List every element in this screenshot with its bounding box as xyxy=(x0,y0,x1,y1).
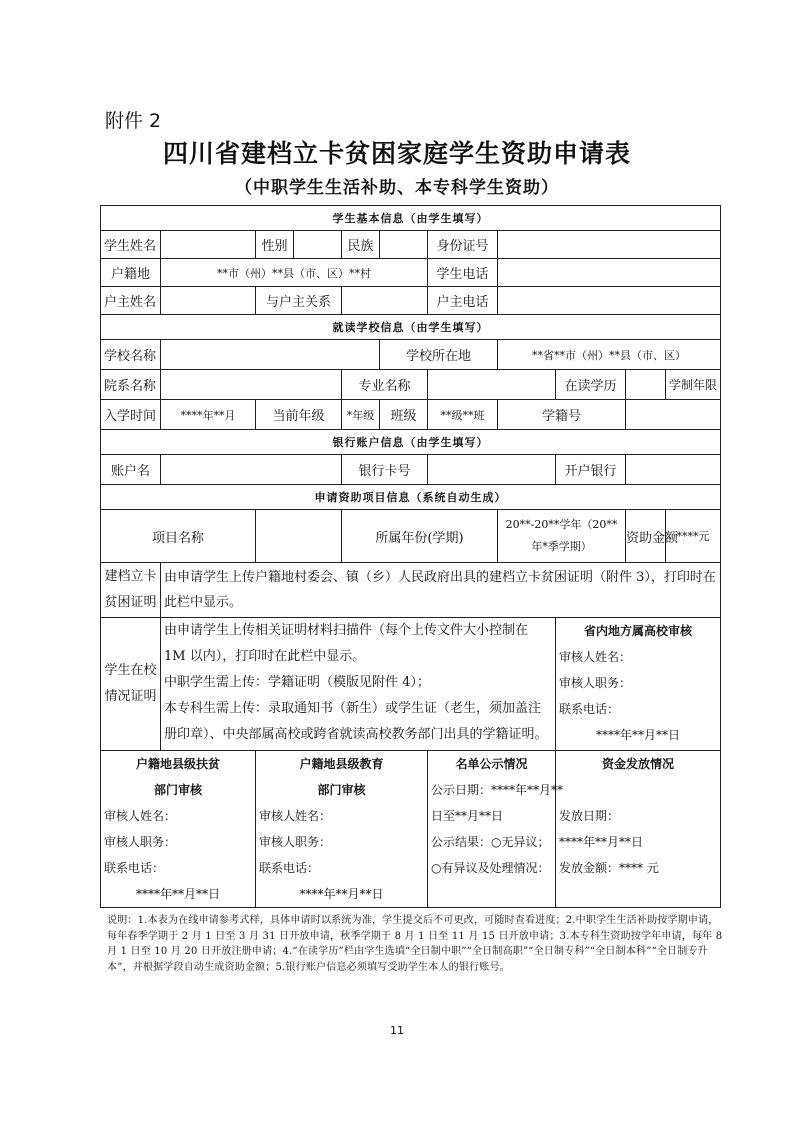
ethnicity-field[interactable] xyxy=(380,231,428,259)
publicity-title: 名单公示情况 xyxy=(455,757,528,771)
student-name-label: 学生姓名 xyxy=(101,231,161,259)
poverty-dept-reviewer-name: 审核人姓名： xyxy=(104,809,177,823)
bank-name-field[interactable] xyxy=(626,455,721,485)
enrollment-cert-line2: 中职学生需上传：学籍证明（模版见附件 4）； xyxy=(164,675,430,690)
account-name-field[interactable] xyxy=(161,455,342,485)
publicity-line2: 日至**月**日 xyxy=(431,809,504,823)
edu-dept-title2: 部门审核 xyxy=(317,783,366,797)
form-title: 四川省建档立卡贫困家庭学生资助申请表 xyxy=(162,139,631,168)
edu-dept-reviewer-title: 审核人职务： xyxy=(259,835,332,849)
student-phone-field[interactable] xyxy=(498,259,721,287)
duration-label: 学制年限 xyxy=(669,378,718,392)
relation-label: 与户主关系 xyxy=(256,287,342,315)
project-name-label: 项目名称 xyxy=(101,510,256,563)
publicity-line1: 公示日期：****年**月** xyxy=(431,783,564,797)
ethnicity-label: 民族 xyxy=(342,231,380,259)
relation-field[interactable] xyxy=(342,287,428,315)
grade-value[interactable]: *年级 xyxy=(342,400,380,430)
form-notes: 说明：1.本表为在线申请参考式样，具体申请时以系统为准，学生提交后不可更改，可随时查看进度；2.中职学生生活补助按学期申请，每年春季学期于 2 月 1 日至 3 月 31 日开放申请，秋季学期于 8 月 1 日至 11 月 15 日开放申请；3.本专科生资助按学年申请，每年 8 月 1 日至 10 月 20 日开放注册申请；4.“在读学历”栏由学生选填“全日制中职”“全日制高职”“全日制专科”“全日制本科”“全日制专升本”，并根据学段自动生成资助金额；5.银行账户信息必须填写受助学生本人的银行账号。 xyxy=(107,915,723,973)
gender-field[interactable] xyxy=(294,231,342,259)
student-number-field[interactable] xyxy=(626,400,721,430)
department-field[interactable] xyxy=(161,370,342,400)
provincial-reviewer-title: 审核人职务： xyxy=(559,676,632,690)
owner-phone-label: 户主电话 xyxy=(428,287,498,315)
edu-dept-reviewer-name: 审核人姓名： xyxy=(259,809,332,823)
poverty-dept-title2: 部门审核 xyxy=(153,783,202,797)
school-location-value[interactable]: **省**市（州）**县（市、区） xyxy=(498,340,721,370)
attachment-label: 附件 2 xyxy=(105,110,162,132)
bank-name-label: 开户银行 xyxy=(556,455,626,485)
school-name-label: 学校名称 xyxy=(101,340,161,370)
project-year-label: 所属年份(学期) xyxy=(342,510,498,563)
form-subtitle: （中职学生生活补助、本专科学生资助） xyxy=(235,178,559,198)
poverty-dept-title1: 户籍地县级扶贫 xyxy=(135,757,220,771)
publicity-line4: ○有异议及处理情况： xyxy=(431,861,550,875)
duration-cell xyxy=(666,370,721,400)
edu-dept-date: ****年**月**日 xyxy=(299,887,384,901)
enrollment-cert-line3: 本专科生需上传：录取通知书（新生）或学生证（老生，须加盖注册印章）、中央部属高校或跨省就读高校教务部门出具的学籍证明。 xyxy=(164,701,548,742)
major-label: 专业名称 xyxy=(342,370,428,400)
publicity-line3: 公示结果：○无异议； xyxy=(431,835,550,849)
enrollment-cert-line1: 由申请学生上传相关证明材料扫描件（每个上传文件大小控制在 1M 以内），打印时在此栏中显示。 xyxy=(164,623,529,664)
provincial-contact: 联系电话： xyxy=(559,702,620,716)
provincial-review-title: 省内地方属高校审核 xyxy=(584,624,693,638)
page-number: 11 xyxy=(390,1024,404,1037)
section-basic-info: 学生基本信息（由学生填写） xyxy=(101,206,721,231)
enroll-time-value[interactable]: ****年**月 xyxy=(161,400,256,430)
major-field[interactable] xyxy=(428,370,556,400)
class-value[interactable]: **级**班 xyxy=(428,400,498,430)
provincial-review-cell xyxy=(556,618,721,751)
account-name-label: 账户名 xyxy=(101,455,161,485)
poverty-cert-label: 建档立卡贫困证明 xyxy=(101,563,161,618)
poverty-dept-reviewer-title: 审核人职务： xyxy=(104,835,177,849)
funding-line3: 发放金额：**** 元 xyxy=(559,861,659,875)
funding-title: 资金发放情况 xyxy=(602,757,675,771)
provincial-reviewer-name: 审核人姓名： xyxy=(559,650,632,664)
poverty-dept-contact: 联系电话： xyxy=(104,861,165,875)
poverty-cert-text: 由申请学生上传户籍地村委会、镇（乡）人民政府出具的建档立卡贫困证明（附件 3），打印时在此栏中显示。 xyxy=(161,563,721,618)
hukou-label: 户籍地 xyxy=(101,259,161,287)
card-number-field[interactable] xyxy=(428,455,556,485)
owner-name-label: 户主姓名 xyxy=(101,287,161,315)
section-project-info: 申请资助项目信息（系统自动生成） xyxy=(101,485,721,510)
funding-info xyxy=(556,751,721,908)
edu-dept-review xyxy=(256,751,428,908)
funding-spacer xyxy=(559,777,717,803)
department-label: 院系名称 xyxy=(101,370,161,400)
grade-label: 当前年级 xyxy=(256,400,342,430)
student-name-field[interactable] xyxy=(161,231,256,259)
card-number-label: 银行卡号 xyxy=(342,455,428,485)
poverty-dept-review xyxy=(101,751,256,908)
degree-field[interactable] xyxy=(626,370,666,400)
funding-line1: 发放日期： xyxy=(559,809,620,823)
section-school-info: 就读学校信息（由学生填写） xyxy=(101,315,721,340)
gender-label: 性别 xyxy=(256,231,294,259)
school-location-label: 学校所在地 xyxy=(380,340,498,370)
degree-label: 在读学历 xyxy=(556,370,626,400)
project-year-value: 20**-20**学年（20**年*季学期） xyxy=(498,510,626,563)
owner-phone-field[interactable] xyxy=(498,287,721,315)
student-number-label: 学籍号 xyxy=(498,400,626,430)
id-number-label: 身份证号 xyxy=(428,231,498,259)
enroll-time-label: 入学时间 xyxy=(101,400,161,430)
section-bank-info: 银行账户信息（由学生填写） xyxy=(101,430,721,455)
school-name-field[interactable] xyxy=(161,340,380,370)
enrollment-cert-content xyxy=(161,618,556,751)
edu-dept-title1: 户籍地县级教育 xyxy=(299,757,384,771)
enrollment-cert-label: 学生在校情况证明 xyxy=(101,618,161,751)
application-form-table xyxy=(100,205,721,908)
project-amount-label: 资助金额 xyxy=(626,510,666,563)
project-amount-value: ****元 xyxy=(666,510,721,563)
funding-line2: ****年**月**日 xyxy=(559,835,644,849)
edu-dept-contact: 联系电话： xyxy=(259,861,320,875)
provincial-date: ****年**月**日 xyxy=(596,728,681,742)
owner-name-field[interactable] xyxy=(161,287,256,315)
id-number-field[interactable] xyxy=(498,231,721,259)
publicity-info xyxy=(428,751,564,908)
class-label: 班级 xyxy=(380,400,428,430)
poverty-dept-date: ****年**月**日 xyxy=(135,887,220,901)
hukou-value[interactable]: **市（州）**县（市、区）**村 xyxy=(161,259,428,287)
student-phone-label: 学生电话 xyxy=(428,259,498,287)
project-name-field xyxy=(256,510,342,563)
